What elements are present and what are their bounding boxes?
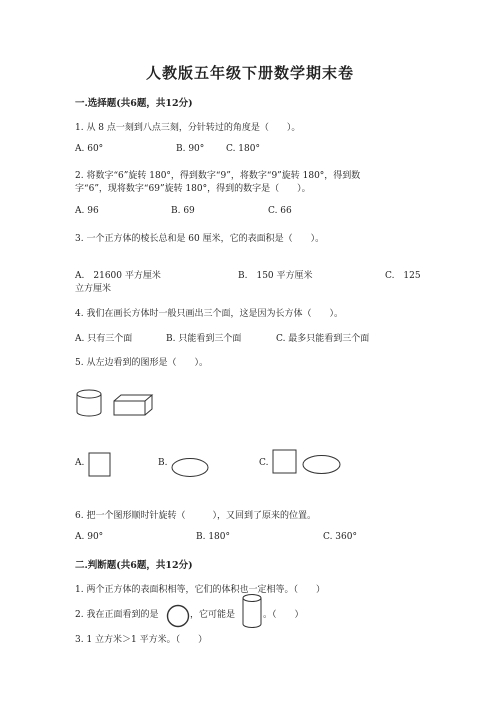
option-c: C. 最多只能看到三个面 [276, 334, 370, 344]
option-c: C. 180° [226, 144, 260, 154]
page-title: 人教版五年级下册数学期末卷 [145, 64, 354, 82]
circle-shape [166, 604, 190, 628]
question-text-line-2: 字“6”，现将数字“69”旋转 180°，得到的数字是（ ）。 [75, 184, 311, 194]
option-a: A. 96 [75, 206, 99, 216]
question-text: 1. 两个正方体的表面积相等，它们的体积也一定相等。（ ） [75, 585, 325, 595]
option-c: C. 125 [385, 271, 421, 281]
question-text-part-2: ，它可能是 [190, 610, 236, 620]
option-a: A. 只有三个面 [75, 334, 133, 344]
question-text: 6. 把一个图形顺时针旋转（ ），又回到了原来的位置。 [75, 511, 316, 521]
option-b: B. 69 [171, 206, 195, 216]
option-a: A. 60° [75, 144, 104, 154]
option-c: C. 360° [323, 532, 357, 542]
option-b: B. [158, 458, 168, 468]
cylinder-figure [76, 389, 102, 419]
option-b: B. 150 平方厘米 [238, 271, 313, 281]
question-text: 3. 一个正方体的棱长总和是 60 厘米，它的表面积是（ ）。 [75, 234, 325, 244]
option-b: B. 180° [196, 532, 231, 542]
section-heading-choice: 一.选择题(共6题，共12分) [75, 98, 193, 109]
section-heading-judgement: 二.判断题(共6题，共12分) [75, 560, 193, 571]
question-text-line-1: 2. 将数字“6”旋转 180°，得到数字“9”，将数字“9”旋转 180°，得到数 [75, 171, 361, 181]
square-shape [88, 452, 112, 478]
cuboid-figure [113, 394, 155, 418]
option-b: B. 90° [176, 144, 205, 154]
question-text-part-1: 2. 我在正面看到的是 [75, 610, 159, 620]
ellipse-shape [171, 457, 211, 479]
option-c: C. 66 [268, 206, 292, 216]
square-shape [272, 449, 298, 475]
question-text-part-3: 。（ ） [263, 610, 304, 620]
option-a: A. 90° [75, 532, 104, 542]
question-text: 1. 从 8 点一刻到八点三刻，分针转过的角度是（ ）。 [75, 123, 301, 133]
option-a: A. [75, 458, 85, 468]
question-text: 5. 从左边看到的图形是（ ）。 [75, 358, 208, 368]
option-a: A. 21600 平方厘米 [75, 271, 161, 281]
cylinder-shape [241, 593, 263, 631]
question-text: 4. 我们在画长方体时一般只画出三个面，这是因为长方体（ ）。 [75, 309, 343, 319]
ellipse-shape [302, 454, 342, 476]
option-c-continued: 立方厘米 [75, 284, 112, 294]
option-c: C. [259, 458, 269, 468]
question-text: 3. 1 立方米＞1 平方米。（ ） [75, 635, 208, 645]
option-b: B. 只能看到三个面 [166, 334, 242, 344]
